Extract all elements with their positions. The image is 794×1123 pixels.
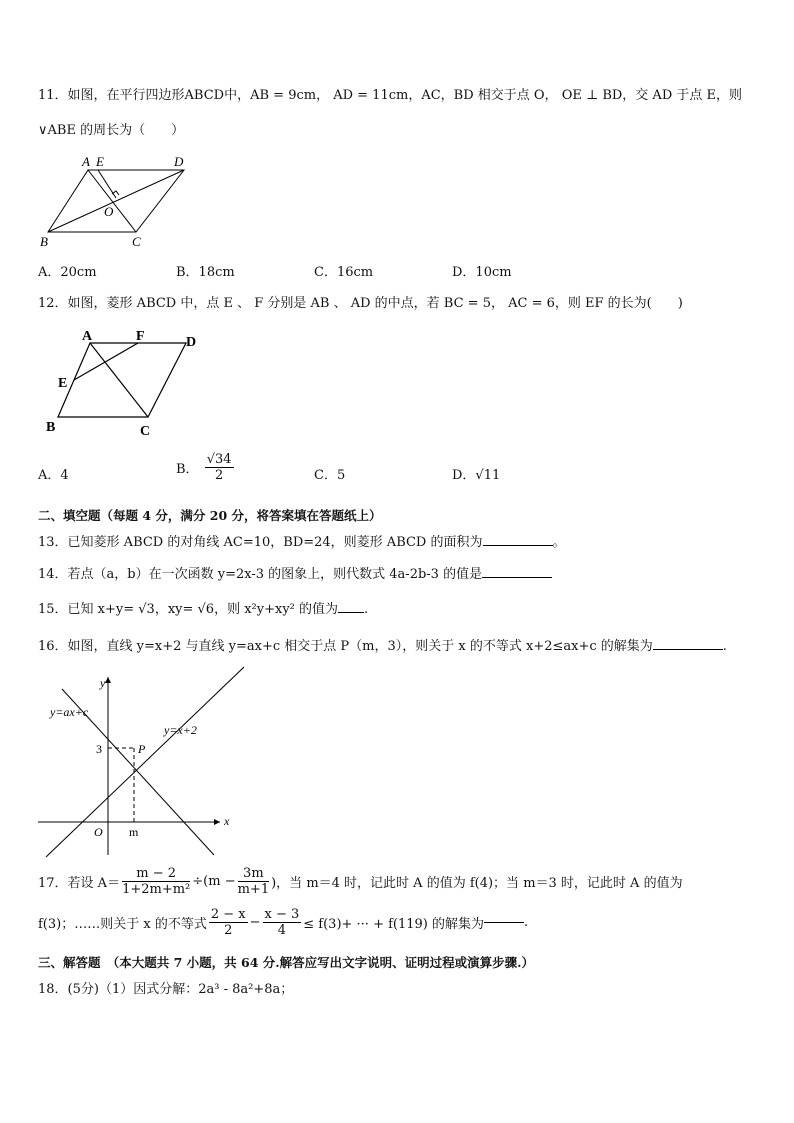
q11-option-a[interactable]: A．20cm (38, 265, 97, 280)
q14-answer-blank[interactable] (482, 577, 552, 578)
q11-label-O: O (104, 204, 114, 219)
q16-label-y: y (100, 676, 106, 690)
q17-fraction-1-numerator: m − 2 (122, 866, 190, 882)
q11-stem-line2: ∨ABE 的周长为（ ） (38, 123, 185, 138)
section-2-heading: 二、填空题（每题 4 分，满分 20 分，将答案填在答题纸上） (38, 508, 382, 523)
q17-fraction-3 (209, 907, 248, 938)
q15-answer-blank[interactable] (338, 612, 364, 613)
section-3-heading: 三、解答题 （本大题共 7 小题，共 64 分.解答应写出文字说明、证明过程或演算步骤.） (38, 955, 534, 970)
q17-line1 (38, 866, 683, 897)
q17-part3: )，当 m＝4 时，记此时 A 的值为 f(4)；当 m＝3 时，记此时 A 的值为 (271, 876, 683, 891)
q15-stem: 15．已知 x+y= √3，xy= √6，则 x²y+xy² 的值为 (38, 602, 339, 617)
q17-fraction-4-numerator: x − 3 (264, 907, 300, 922)
q12-label-A: A (82, 329, 93, 344)
q17-fraction-2-numerator: 3m (238, 866, 270, 882)
q16-line-x-plus-2 (46, 667, 244, 857)
q12-option-b[interactable] (176, 452, 236, 483)
q12-option-a[interactable]: A．4 (38, 468, 69, 483)
q13-stem: 13．已知菱形 ABCD 的对角线 AC=10，BD=24，则菱形 ABCD 的面积为 (38, 535, 483, 550)
q12-option-b-denominator: 2 (214, 468, 224, 483)
q17-part1: 17．若设 A＝ (38, 876, 121, 891)
q11-label-A: A (82, 154, 90, 169)
q12-option-c[interactable]: C．5 (314, 468, 346, 483)
q11-label-D: D (174, 154, 184, 169)
q14-line (38, 563, 552, 582)
q11-option-d[interactable]: D．10cm (452, 265, 512, 280)
q12-option-b-numerator: √34 (206, 452, 232, 467)
q17-fraction-2-denominator: m+1 (237, 882, 270, 897)
q17-fraction-4 (263, 907, 302, 938)
q17-part5: − (249, 915, 261, 930)
q17-fraction-2 (238, 866, 270, 897)
q11-stem-line1: 11．如图，在平行四边形ABCD中，AB = 9cm， AD = 11cm，AC，BD 相交于点 O， OE ⊥ BD，交 AD 于点 E，则 (38, 88, 742, 103)
q16-label-3: 3 (96, 742, 102, 756)
q12-option-d[interactable]: D．√11 (452, 468, 501, 483)
q11-option-c[interactable]: C．16cm (314, 265, 374, 280)
q16-answer-blank[interactable] (653, 649, 723, 650)
q16-stem-end: . (722, 639, 727, 654)
q16-line (38, 635, 727, 654)
q11-parallelogram-figure (36, 152, 196, 252)
q16-graph-figure (34, 665, 244, 860)
q17-part2: ÷(m − (192, 874, 236, 889)
q16-label-y-x-2: y=x+2 (164, 723, 197, 737)
q12-rhombus-figure (40, 325, 210, 440)
q12-label-D: D (186, 335, 197, 350)
q17-fraction-1-denominator: 1+2m+m² (122, 882, 191, 897)
q12-stem: 12．如图，菱形 ABCD 中，点 E 、 F 分别是 AB 、 AD 的中点，若 BC = 5， AC = 6，则 EF 的长为( ) (38, 296, 683, 311)
q16-label-y-ax-c: y=ax+c (50, 705, 89, 719)
q16-label-origin: O (94, 825, 103, 839)
q16-stem: 16．如图，直线 y=x+2 与直线 y=ax+c 相交于点 P（m，3），则关于 x 的不等式 x+2≤ax+c 的解集为 (38, 639, 653, 654)
q11-label-E: E (96, 154, 104, 169)
q12-label-C: C (140, 424, 151, 439)
q18-stem: 18．(5分)（1）因式分解：2a³ - 8a²+8a； (38, 982, 294, 997)
q12-option-b-fraction (205, 452, 234, 483)
q17-answer-blank[interactable] (484, 922, 524, 923)
q17-part4: f(3)；……则关于 x 的不等式 (38, 917, 207, 932)
q12-label-F: F (136, 329, 145, 344)
q15-line (38, 598, 368, 617)
q11-label-B: B (40, 234, 48, 249)
q15-stem-end: . (364, 602, 369, 617)
q12-label-E: E (58, 376, 68, 391)
q16-label-m: m (129, 825, 139, 839)
q14-stem: 14．若点（a，b）在一次函数 y=2x-3 的图象上，则代数式 4a-2b-3 的值是 (38, 567, 483, 582)
q11-label-C: C (132, 234, 141, 249)
q12-option-b-prefix: B． (176, 462, 199, 477)
q17-fraction-1 (122, 866, 190, 897)
q17-fraction-3-denominator: 2 (224, 923, 233, 938)
q11-option-b[interactable]: B．18cm (176, 265, 235, 280)
q13-line (38, 531, 566, 550)
q17-fraction-3-numerator: 2 − x (210, 907, 246, 922)
q12-label-B: B (46, 420, 56, 435)
q16-label-P: P (138, 742, 146, 756)
q13-answer-blank[interactable] (483, 545, 553, 546)
q17-part7: . (524, 915, 529, 930)
q16-label-x: x (224, 814, 230, 828)
q17-line2 (38, 907, 528, 938)
q17-fraction-4-denominator: 4 (277, 923, 287, 938)
q17-part6: ≤ f(3)+ ··· + f(119) 的解集为 (303, 917, 484, 932)
q13-stem-end: 。 (552, 535, 566, 550)
